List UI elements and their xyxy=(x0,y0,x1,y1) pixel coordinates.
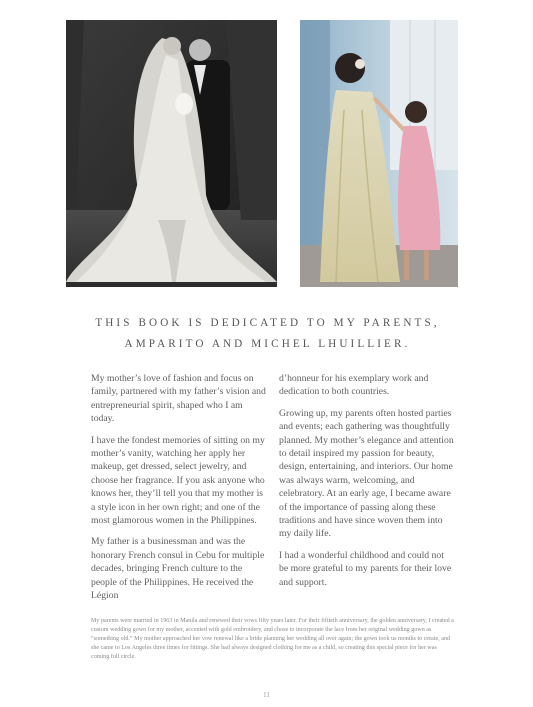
body-paragraph: My mother’s love of fashion and focus on family, partnered with my father’s vision and entrepreneurial spirit, shaped who I am today. xyxy=(91,373,266,425)
body-paragraph: I have the fondest memories of sitting on my mother’s vanity, watching her apply her makeup, get dressed, select jewelry, and choose her fragrance. If you ask anyone who knows her, they’ll tell you that my mother is a style icon in her own right; and one of the most glamorous women in the Philippines. xyxy=(91,434,265,527)
wedding-photo-illustration xyxy=(66,20,277,287)
dedication-heading xyxy=(60,313,475,355)
bride-preparation-illustration xyxy=(300,20,458,287)
body-paragraph: I had a wonderful childhood and could not be more grateful to my parents for their love and support. xyxy=(279,549,452,588)
body-paragraph: d’honneur for his exemplary work and dedication to both countries. xyxy=(279,373,429,398)
body-paragraph: Growing up, my parents often hosted parties and events; each gathering was thoughtfully planned. My mother’s elegance and attention to detail inspired my passion for beauty, design, entertaining, and interiors. Our home was always warm, welcoming, and celebratory. At an early age, I became aware of the importance of passing along these traditions and have since woven them into my daily life. xyxy=(279,407,454,540)
body-paragraph: My father is a businessman and was the honorary French consul in Cebu for multiple decades, bringing French culture to the people of the Philippines. He received the Légion xyxy=(91,536,265,602)
bride-preparation-photo xyxy=(300,20,458,287)
page-number: 11 xyxy=(263,691,270,699)
wedding-photo-black-and-white xyxy=(66,20,277,287)
photo-caption: My parents were married in 1963 in Manila and renewed their vows fifty years later. For their fiftieth anniversary, the golden anniversary, I created a custom wedding gown for my mother, accented with gold embroidery, and chose to incorporate the lace from her original wedding gown as “something old.” My mother approached her vow renewal like a bride planning her wedding all over again; the gown took us months to create, and she came to Los Angeles three times for fittings. She had always designed clothing for me as a child, so creating this special piece for her was coming full circle. xyxy=(91,618,454,660)
body-column-left xyxy=(91,372,267,611)
dedication-line-1: THIS BOOK IS DEDICATED TO MY PARENTS, xyxy=(95,317,440,329)
body-column-right xyxy=(279,372,455,597)
dedication-line-2: AMPARITO AND MICHEL LHUILLIER. xyxy=(124,338,411,350)
